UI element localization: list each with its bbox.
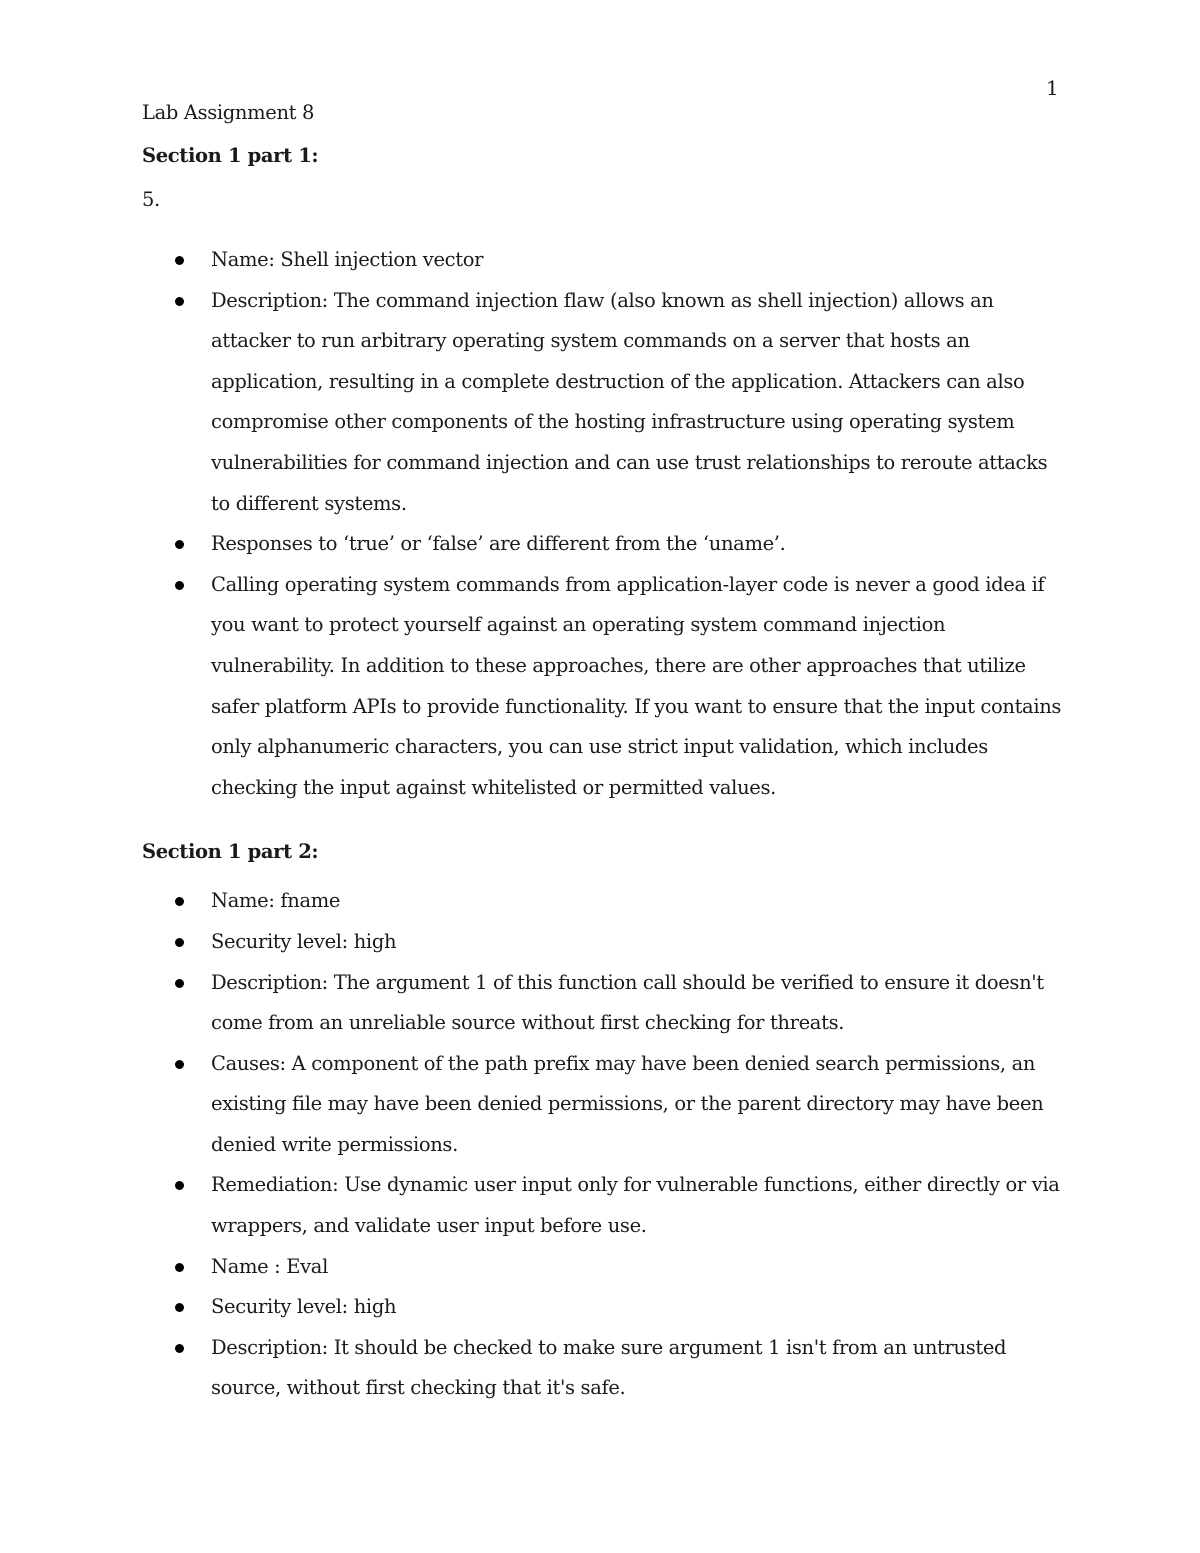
list-item-text: Description: The argument 1 of this function call should be verified to ensure it doesn't come from an unreliable source without first checking for threats.	[211, 970, 1044, 1035]
bullet-icon	[175, 540, 184, 549]
list-item	[142, 240, 1062, 281]
list-item	[142, 1044, 1062, 1166]
list-item	[142, 524, 1062, 565]
list-item-text: Calling operating system commands from application-layer code is never a good idea if you want to protect yourself against an operating system command injection vulnerability. In addition to these approaches, there are other approaches that utilize safer platform APIs to provide functionality. If you want to ensure that the input contains only alphanumeric characters, you can use strict input validation, which includes checking the input against whitelisted or permitted values.	[211, 572, 1062, 799]
bullet-icon	[175, 938, 184, 947]
bullet-icon	[175, 1060, 184, 1069]
section-heading: Section 1 part 1:	[142, 144, 319, 167]
list-item	[142, 281, 1062, 525]
item-number: 5.	[142, 188, 160, 211]
bullet-list	[142, 881, 1062, 1409]
document-title: Lab Assignment 8	[142, 101, 315, 124]
list-item	[142, 963, 1062, 1044]
list-item	[142, 881, 1062, 922]
list-item-text: Name: Shell injection vector	[211, 248, 484, 271]
bullet-icon	[175, 1181, 184, 1190]
bullet-icon	[175, 297, 184, 306]
bullet-icon	[175, 581, 184, 590]
bullet-icon	[175, 1263, 184, 1272]
list-item-text: Description: It should be checked to make sure argument 1 isn't from an untrusted source, without first checking that it's safe.	[211, 1335, 1007, 1400]
list-item-text: Causes: A component of the path prefix may have been denied search permissions, an existing file may have been denied permissions, or the parent directory may have been denied write permissions.	[211, 1051, 1044, 1156]
list-item	[142, 1328, 1062, 1409]
bullet-list	[142, 240, 1062, 808]
list-item-text: Name: fname	[211, 889, 341, 913]
section-heading: Section 1 part 2:	[142, 840, 319, 864]
list-item-text: Security level: high	[211, 929, 397, 953]
list-item	[142, 1287, 1062, 1328]
list-item-text: Responses to ‘true’ or ‘false’ are different from the ‘uname’.	[211, 532, 786, 556]
list-item-text: Name : Eval	[211, 1254, 328, 1278]
list-item-text: Description: The command injection flaw (also known as shell injection) allows an attacker to run arbitrary operating system commands on a server that hosts an application, resulting in a complete destruction of the application. Attackers can also compromise other components of the hosting infrastructure using operating system vulnerabilities for command injection and can use trust relationships to reroute attacks to different systems.	[211, 288, 1048, 515]
list-item	[142, 565, 1062, 809]
page-number: 1	[1046, 76, 1059, 100]
list-item-text: Remediation: Use dynamic user input only for vulnerable functions, either directly or via wrappers, and validate user input before use.	[211, 1173, 1060, 1238]
bullet-icon	[175, 979, 184, 988]
bullet-icon	[175, 897, 184, 906]
list-item	[142, 922, 1062, 963]
bullet-icon	[175, 256, 184, 265]
list-item-text: Security level: high	[211, 1295, 397, 1319]
bullet-icon	[175, 1344, 184, 1353]
bullet-icon	[175, 1303, 184, 1312]
document-body	[142, 99, 1062, 1409]
list-item	[142, 1247, 1062, 1288]
list-item	[142, 1165, 1062, 1246]
